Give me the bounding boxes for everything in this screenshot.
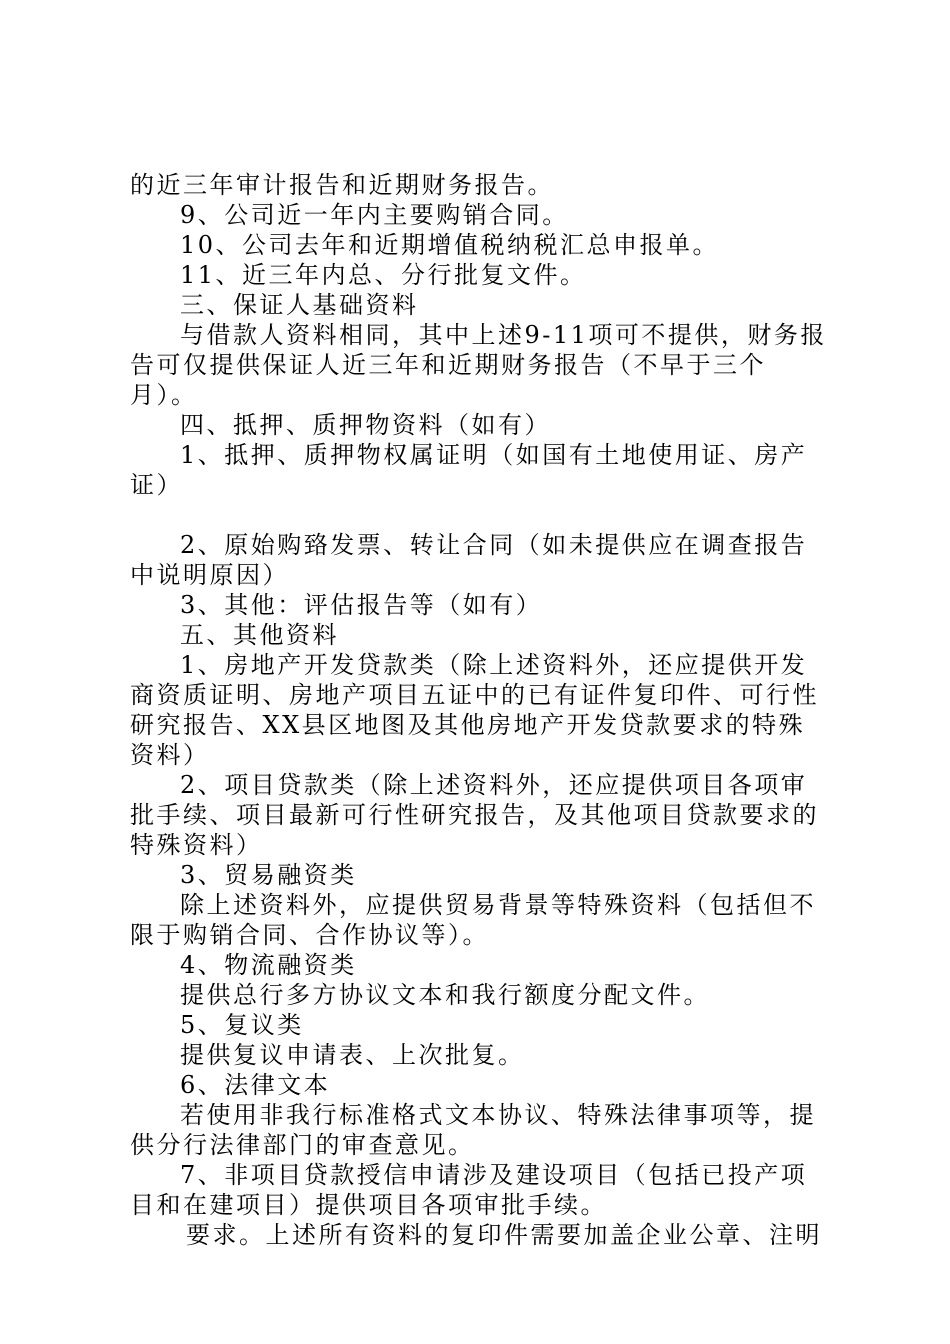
paragraph-item-9: 9、公司近一年内主要购销合同。: [180, 201, 569, 229]
paragraph-collateral-item-3: 3、其他：评估报告等（如有）: [180, 591, 543, 619]
section-heading-other: 五、其他资料: [180, 621, 339, 649]
paragraph-item-11: 11、近三年内总、分行批复文件。: [180, 261, 587, 289]
paragraph-audit-report-continuation: 的近三年审计报告和近期财务报告。: [130, 171, 554, 199]
paragraph-collateral-item-1: 1、抵押、质押物权属证明（如国有土地使用证、房产证）: [130, 441, 808, 499]
paragraph-item-10: 10、公司去年和近期增值税纳税汇总申报单。: [180, 231, 720, 259]
paragraph-review: 提供复议申请表、上次批复。: [180, 1041, 525, 1069]
paragraph-legal-text: 若使用非我行标准格式文本协议、特殊法律事项等，提供分行法律部门的审查意见。: [130, 1101, 816, 1159]
subheading-review: 5、复议类: [180, 1011, 304, 1039]
paragraph-trade-finance: 除上述资料外，应提供贸易背景等特殊资料（包括但不限于购销合同、合作协议等）。: [130, 891, 816, 949]
section-heading-collateral: 四、抵押、质押物资料（如有）: [180, 411, 551, 439]
paragraph-collateral-item-2: 2、原始购臵发票、转让合同（如未提供应在调查报告中说明原因）: [130, 531, 808, 589]
paragraph-non-project-loans: 7、非项目贷款授信申请涉及建设项目（包括已投产项目和在建项目）提供项目各项审批手续。: [130, 1161, 808, 1219]
subheading-trade-finance: 3、贸易融资类: [180, 861, 357, 889]
subheading-legal-text: 6、法律文本: [180, 1071, 331, 1099]
paragraph-logistics-finance: 提供总行多方协议文本和我行额度分配文件。: [180, 981, 710, 1009]
subheading-logistics-finance: 4、物流融资类: [180, 951, 357, 979]
paragraph-real-estate-loans: 1、房地产开发贷款类（除上述资料外，还应提供开发商资质证明、房地产项目五证中的已有证件复印件、可行性研究报告、XX县区地图及其他房地产开发贷款要求的特殊资料）: [130, 651, 819, 769]
paragraph-requirements: 要求。上述所有资料的复印件需要加盖企业公章、注明: [186, 1221, 822, 1249]
document-body: [130, 170, 830, 1250]
paragraph-project-loans: 2、项目贷款类（除上述资料外，还应提供项目各项审批手续、项目最新可行性研究报告，及其他项目贷款要求的特殊资料）: [130, 771, 819, 859]
section-heading-guarantor: 三、保证人基础资料: [180, 291, 419, 319]
paragraph-guarantor-materials: 与借款人资料相同，其中上述9-11项可不提供，财务报告可仅提供保证人近三年和近期财务报告（不早于三个月）。: [130, 321, 827, 409]
